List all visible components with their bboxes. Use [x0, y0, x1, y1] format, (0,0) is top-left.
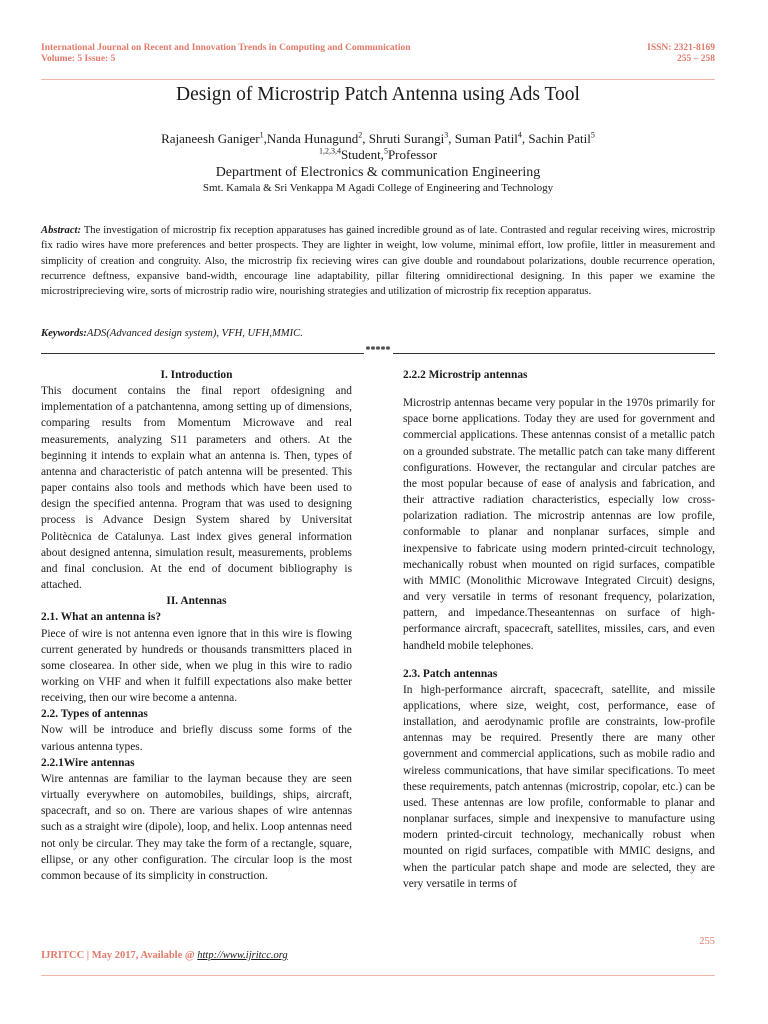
author-list: Rajaneesh Ganiger$^1$,Nanda Hunagund$^2$, Shruti Surangi$^3$, Suman Patil$^4$, Sachin Patil$^5$ [161, 130, 595, 146]
journal-volume: Volume: 5 Issue: 5 [41, 54, 116, 64]
patch-text: In high-performance aircraft, spacecraft, satellite, and missile applications, where size, weight, cost, performance, ease of installation, and aerodynamic profile are constraints, low-profile antennas may be required. Presently there are many other government and commercial applications, such as mobile radio and wireless communications, that have similar specifications. To meet these requirements, patch antennas (microstrip, copolar, etc.) can be used. These antennas are low profile, conformable to planar and nonplanar surfaces, simple and inexpensive to manufacture using modern printed-circuit technology, mechanically robust when mounted on rigid surfaces, compatible with MMIC designs, and when the particular patch shape and mode are selected, they are very versatile in terms of [403, 683, 715, 890]
abstract-text: The investigation of microstrip fix reception apparatuses has gained incredible ground as of late. Contrasted and regular receiving wires, microstrip fix radio wires have more preferences and better prospects. They are lighter in weight, low volume, minimal effort, low profile, littler in measurement and simplicity of creation and congruity. Also, the microstrip fix recieving wires can give double and roundabout polarizations, double recurrence operation, recurrence deftness, expansive band-width, encourage line adaptability, pillar filtering omnidirectional designing. In this paper we examine the microstriprecieving wire, sorts of microstrip radio wire, nourishing strategies and utilization of microstrip fix reception apparatus. [41, 225, 715, 298]
what-antenna-heading: 2.1. What an antenna is? [41, 611, 162, 624]
right-column [403, 367, 715, 892]
author-roles: $^{1,2,3,4}$Student,$^5$Professor [318, 146, 438, 162]
footer-text: IJRITCC | May 2017, Available @ [41, 950, 198, 961]
department: Department of Electronics & communication Engineering [215, 165, 541, 180]
keywords-label: Keywords: [41, 328, 87, 339]
what-antenna-text: Piece of wire is not antenna even ignore that in this wire is flowing current generated by hundreds or thousands transmitters placed in some closearea. In other side, when we plug in this wire to radio working on VHF and when it fulfill expectations also make better receiving, then our wire become a antenna. [41, 627, 352, 705]
microstrip-text: Microstrip antennas became very popular in the 1970s primarily for space borne applications. Today they are used for government and commercial applications. These antennas consist of a metallic patch on a grounded substrate. The metallic patch can take many different configurations. However, the rectangular and circular patches are the most popular because of ease of analysis and fabrication, and their attractive radiation characteristics, especially low cross-polarization radiation. The microstrip antennas are low profile, conformable to planar and nonplanar surfaces, simple and inexpensive to fabricate using modern printed-circuit technology, mechanically robust when mounted on rigid surfaces, compatible with MMIC (Monolithic Microwave Integrated Circuit) designs, and very versatile in terms of resonant frequency, polarization, pattern, and impedance.Theseantennas on surface of high-performance aircraft, spacecraft, satellites, missiles, cars, and even handheld mobile telephones. [403, 397, 715, 652]
footer-divider [41, 975, 715, 976]
issn: ISSN: 2321-8169 [647, 43, 715, 53]
antennas-heading: II. Antennas [166, 595, 227, 608]
types-text: Now will be introduce and briefly discuss some forms of the various antenna types. [41, 724, 352, 753]
microstrip-heading: 2.2.2 Microstrip antennas [403, 369, 528, 381]
college: Smt. Kamala & Sri Venkappa M Agadi College of Engineering and Technology [202, 182, 554, 194]
page-number: 255 [699, 936, 715, 947]
patch-heading: 2.3. Patch antennas [403, 667, 498, 680]
abstract-label: Abstract: [41, 225, 82, 236]
page-range: 255 – 258 [677, 54, 715, 64]
abstract [41, 223, 715, 299]
introduction-text: This document contains the final report ofdesigning and implementation of a patchantenna, among setting up of dimensions, comparing results from Momentum Microwave and real measurements, analyzing S11 parameters and others. At the beginning it intends to explain what an antenna is. Then, types of antenna and characteristic of patch antenna will be presented. This paper contains also tools and methods which have been used to design the specified antenna. Program that was used to designing process is Advance Design System shared by Universitat Politècnica de Catalunya. Last index gives general information about designed antenna, simulation result, measurements, problems and final conclusion. At the end of document bibliography is attached. [41, 385, 352, 592]
introduction-heading: I. Introduction [160, 369, 233, 381]
wire-antennas-heading: 2.2.1Wire antennas [41, 756, 135, 769]
journal-link[interactable]: http://www.ijritcc.org [197, 950, 288, 961]
types-heading: 2.2. Types of antennas [41, 708, 148, 721]
keywords-text: ADS(Advanced design system), VFH, UFH,MMIC. [86, 328, 303, 339]
journal-header [41, 43, 501, 65]
section-separator: ***** [41, 345, 715, 357]
footer [41, 949, 288, 963]
wire-antennas-text: Wire antennas are familiar to the layman because they are seen virtually everywhere on automobiles, buildings, ships, aircraft, spacecraft, and so on. There are various shapes of wire antennas such as a straight wire (dipole), loop, and helix. Loop antennas need not only be circular. They may take the form of a rectangle, square, ellipse, or any other configuration. The circular loop is the most common because of its simplicity in construction. [41, 772, 352, 882]
journal-name: International Journal on Recent and Innovation Trends in Computing and Communication [41, 43, 411, 53]
header-divider [41, 79, 715, 80]
paper-title: Design of Microstrip Patch Antenna using Ads Tool [176, 84, 580, 105]
issn-header [560, 43, 715, 65]
keywords [41, 327, 715, 341]
left-column [41, 367, 352, 884]
